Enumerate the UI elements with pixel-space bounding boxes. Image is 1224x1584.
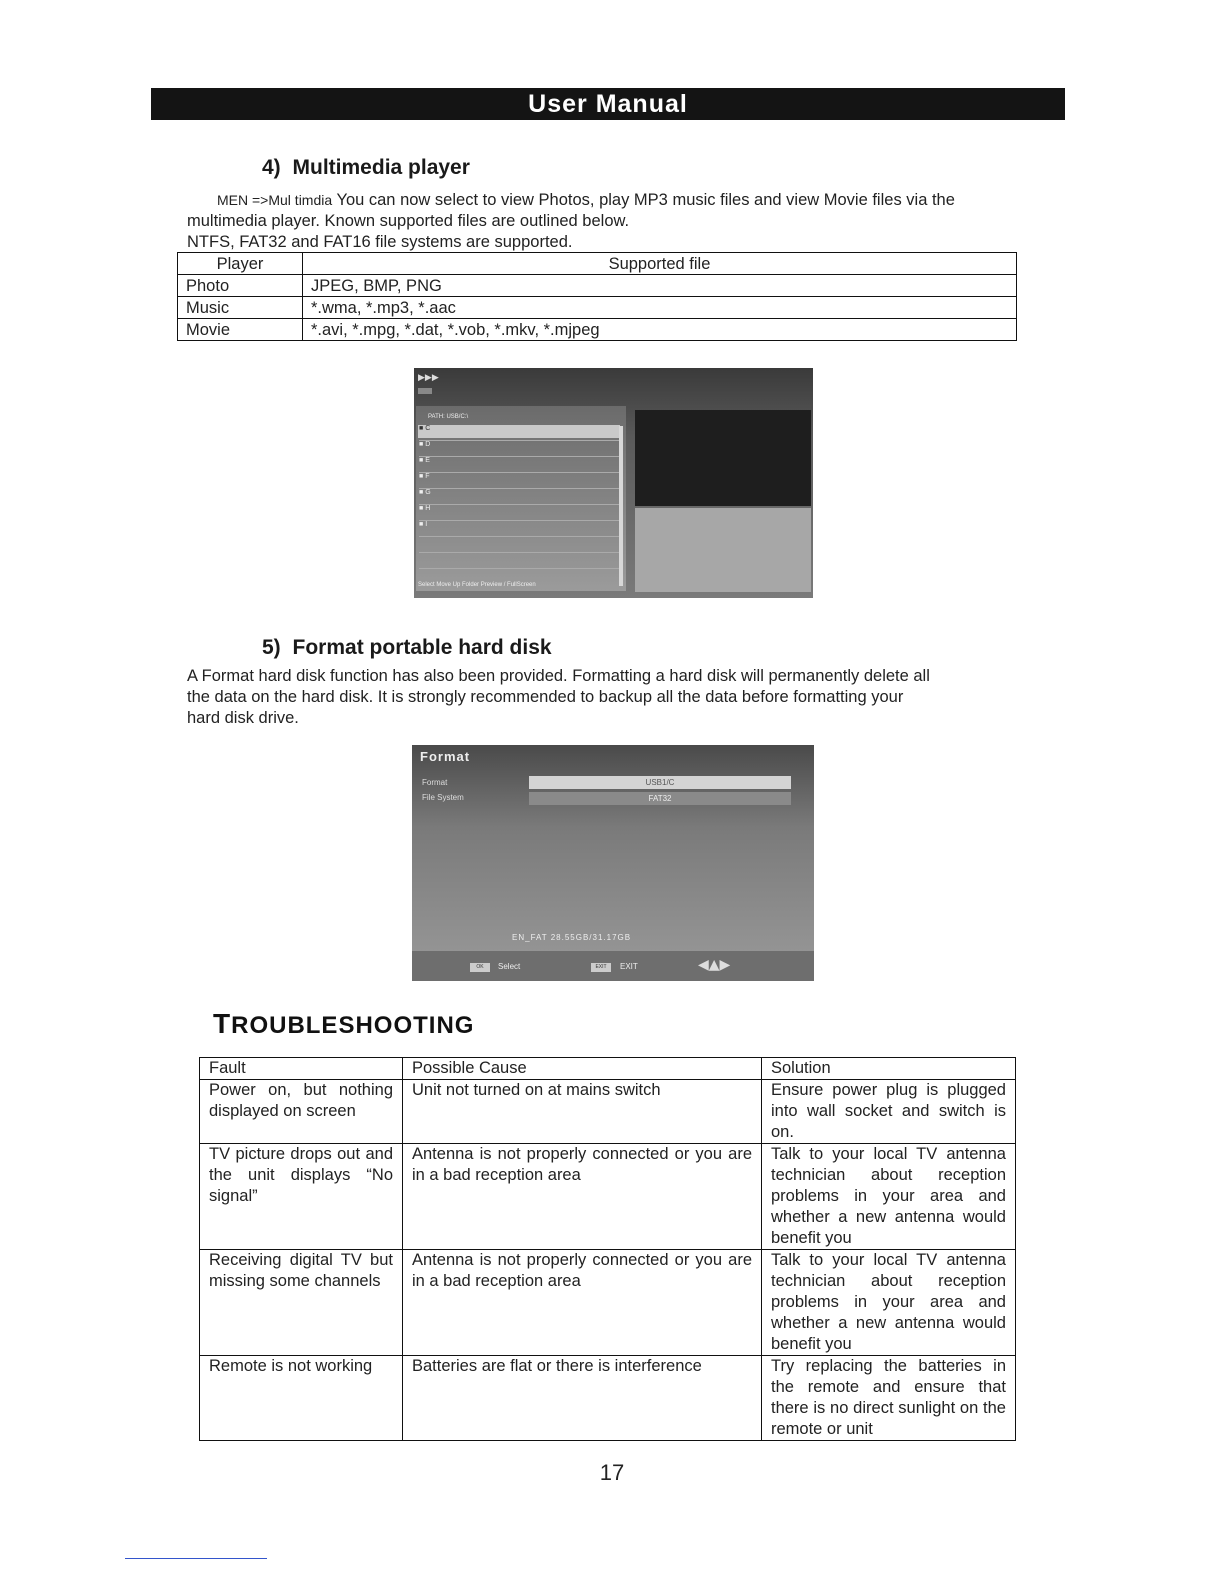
list-item[interactable]: ■ H <box>419 505 619 521</box>
intro-line-2: multimedia player. Known supported files are outlined below. <box>187 212 630 230</box>
list-item[interactable]: ■ F <box>419 473 619 489</box>
table-cell: Power on, but nothing displayed on screen <box>200 1080 403 1144</box>
table-cell: Batteries are flat or there is interference <box>403 1356 762 1441</box>
section-4-number: 4) <box>262 156 281 179</box>
table-row <box>200 1080 1016 1144</box>
list-item <box>419 537 619 553</box>
select-label: Select <box>498 962 521 971</box>
list-item[interactable]: ■ D <box>419 441 619 457</box>
multimedia-screenshot <box>414 368 813 598</box>
table-cell: Photo <box>178 275 303 297</box>
table-header-cell: Player <box>178 253 303 275</box>
screen-badge <box>418 388 432 394</box>
troubleshooting-table <box>199 1057 1016 1441</box>
page-number: 17 <box>599 1460 625 1485</box>
header-banner: User Manual <box>151 88 1065 120</box>
exit-label: EXIT <box>620 962 638 971</box>
info-pane <box>635 508 811 592</box>
file-path: PATH: USB/C:\ <box>428 414 469 420</box>
table-cell: Talk to your local TV antenna technician about reception problems in your area and whether a new antenna would benefit you <box>762 1144 1016 1250</box>
table-header-row <box>178 253 1017 275</box>
list-item[interactable]: ■ C <box>419 425 619 441</box>
section-5-number: 5) <box>262 636 281 659</box>
preview-pane <box>635 410 811 506</box>
table-cell: Antenna is not properly connected or you are in a bad reception area <box>403 1144 762 1250</box>
format-label: Format <box>422 778 448 787</box>
ok-key: OK <box>470 963 490 972</box>
table-cell: Unit not turned on at mains switch <box>403 1080 762 1144</box>
exit-key: EXIT <box>591 963 611 972</box>
table-cell: Ensure power plug is plugged into wall socket and switch is on. <box>762 1080 1016 1144</box>
table-row <box>200 1144 1016 1250</box>
table-cell: JPEG, BMP, PNG <box>303 275 1017 297</box>
format-text-line-3: hard disk drive. <box>187 709 299 727</box>
table-cell: Antenna is not properly connected or you are in a bad reception area <box>403 1250 762 1356</box>
multimedia-logo-icon: ▶▶▶ <box>418 373 439 383</box>
list-item[interactable]: ■ E <box>419 457 619 473</box>
intro-text: You can now select to view Photos, play MP3 music files and view Movie files via the <box>336 191 955 209</box>
navigation-arrows-icon: ◀▲▶ <box>698 957 731 973</box>
section-5-heading <box>262 636 552 660</box>
section-4-heading <box>262 156 470 180</box>
table-cell: Movie <box>178 319 303 341</box>
table-cell: Receiving digital TV but missing some channels <box>200 1250 403 1356</box>
table-row <box>178 275 1017 297</box>
section-4-title: Multimedia player <box>292 156 470 179</box>
file-list <box>419 425 619 569</box>
table-cell: *.avi, *.mpg, *.dat, *.vob, *.mkv, *.mjpeg <box>303 319 1017 341</box>
file-list-panel <box>416 406 626 591</box>
format-screenshot <box>412 745 814 981</box>
section-5-title: Format portable hard disk <box>292 636 552 659</box>
table-row <box>200 1250 1016 1356</box>
format-target-select[interactable]: USB1/C <box>529 776 791 789</box>
table-cell: Music <box>178 297 303 319</box>
file-system-select[interactable]: FAT32 <box>529 792 791 805</box>
scrollbar[interactable] <box>619 426 623 586</box>
table-header-row <box>200 1058 1016 1080</box>
table-cell: Try replacing the batteries in the remote and ensure that there is no direct sunlight on the remote or unit <box>762 1356 1016 1441</box>
table-cell: Remote is not working <box>200 1356 403 1441</box>
format-text-line-2: the data on the hard disk. It is strongly recommended to backup all the data before formatting your <box>187 688 904 706</box>
table-header-cell: Possible Cause <box>403 1058 762 1080</box>
list-item[interactable]: ■ G <box>419 489 619 505</box>
supported-files-table <box>177 252 1017 341</box>
table-cell: TV picture drops out and the unit displays “No signal” <box>200 1144 403 1250</box>
multimedia-footer: Select Move Up Folder Preview / FullScreen <box>418 582 536 588</box>
table-cell: *.wma, *.mp3, *.aac <box>303 297 1017 319</box>
table-header-cell: Solution <box>762 1058 1016 1080</box>
menu-path-text: MEN =>Mul timdia <box>217 192 333 208</box>
list-item <box>419 553 619 569</box>
table-row <box>200 1356 1016 1441</box>
troubleshooting-heading: TROUBLESHOOTING <box>213 1008 475 1039</box>
table-row <box>178 297 1017 319</box>
section-4-intro <box>217 190 955 211</box>
table-row <box>178 319 1017 341</box>
format-screen-title: Format <box>420 749 471 764</box>
footnote-divider <box>125 1558 267 1559</box>
filesystem-line: NTFS, FAT32 and FAT16 file systems are supported. <box>187 233 573 251</box>
file-system-label: File System <box>422 793 464 802</box>
format-footer <box>412 951 814 981</box>
capacity-readout: EN_FAT 28.55GB/31.17GB <box>512 933 632 942</box>
table-header-cell: Fault <box>200 1058 403 1080</box>
table-header-cell: Supported file <box>303 253 1017 275</box>
list-item[interactable]: ■ I <box>419 521 619 537</box>
table-cell: Talk to your local TV antenna technician about reception problems in your area and whether a new antenna would benefit you <box>762 1250 1016 1356</box>
format-text-line-1: A Format hard disk function has also been provided. Formatting a hard disk will permanently delete all <box>187 667 930 685</box>
